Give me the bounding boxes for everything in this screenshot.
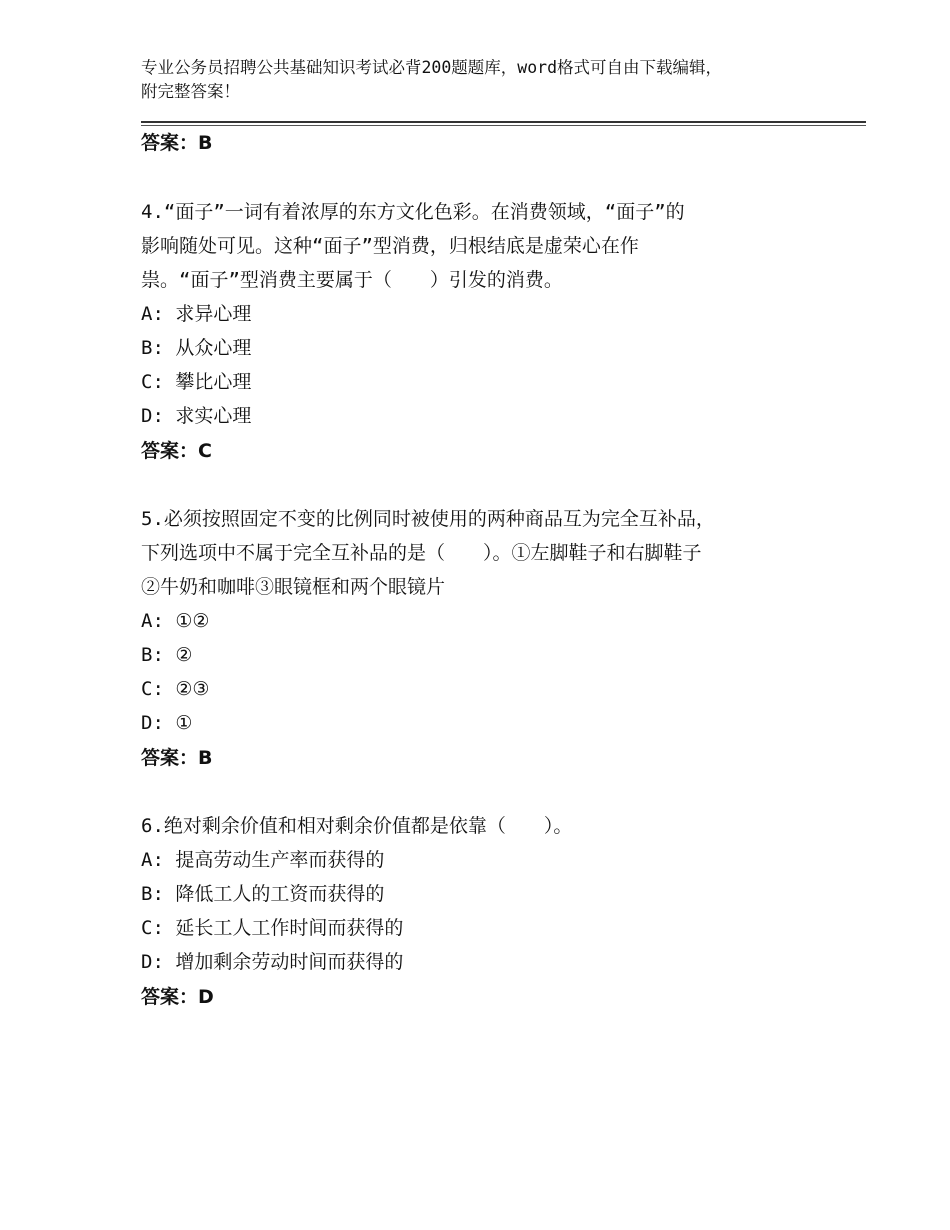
header-line-2: 附完整答案！ xyxy=(141,82,240,101)
header-rule-thick xyxy=(141,121,866,123)
question-text-line: 祟。“面子”型消费主要属于（ ）引发的消费。 xyxy=(141,269,563,291)
question-4 xyxy=(141,195,831,433)
option-a: A: 求异心理 xyxy=(141,303,252,325)
option-b: B: 从众心理 xyxy=(141,337,252,359)
question-text-line: 6.绝对剩余价值和相对剩余价值都是依靠（ ）。 xyxy=(141,815,573,837)
question-text-line: ②牛奶和咖啡③眼镜框和两个眼镜片 xyxy=(141,576,446,598)
option-c: C: 攀比心理 xyxy=(141,371,252,393)
option-a: A: 提高劳动生产率而获得的 xyxy=(141,849,385,871)
question-text-line: 4.“面子”一词有着浓厚的东方文化色彩。在消费领域，“面子”的 xyxy=(141,201,685,223)
question-text-line: 5.必须按照固定不变的比例同时被使用的两种商品互为完全互补品， xyxy=(141,508,715,530)
answer-5: 答案：B xyxy=(141,747,213,769)
answer-4: 答案：C xyxy=(141,440,212,462)
option-b: B: 降低工人的工资而获得的 xyxy=(141,883,385,905)
question-5 xyxy=(141,502,831,740)
option-d: D: 求实心理 xyxy=(141,405,252,427)
header-rule-thin xyxy=(141,125,866,126)
question-text-line: 影响随处可见。这种“面子”型消费，归根结底是虚荣心在作 xyxy=(141,235,639,257)
question-text-line: 下列选项中不属于完全互补品的是（ ）。①左脚鞋子和右脚鞋子 xyxy=(141,542,702,564)
question-6 xyxy=(141,809,831,979)
option-d: D: 增加剩余劳动时间而获得的 xyxy=(141,951,404,973)
option-b: B: ② xyxy=(141,644,193,666)
answer-prev: 答案：B xyxy=(141,132,213,154)
header-line-1: 专业公务员招聘公共基础知识考试必背200题题库，word格式可自由下载编辑， xyxy=(141,58,723,77)
option-c: C: 延长工人工作时间而获得的 xyxy=(141,917,404,939)
option-d: D: ① xyxy=(141,712,193,734)
answer-6: 答案：D xyxy=(141,986,214,1008)
option-c: C: ②③ xyxy=(141,678,210,700)
option-a: A: ①② xyxy=(141,610,210,632)
page-header xyxy=(141,56,831,104)
